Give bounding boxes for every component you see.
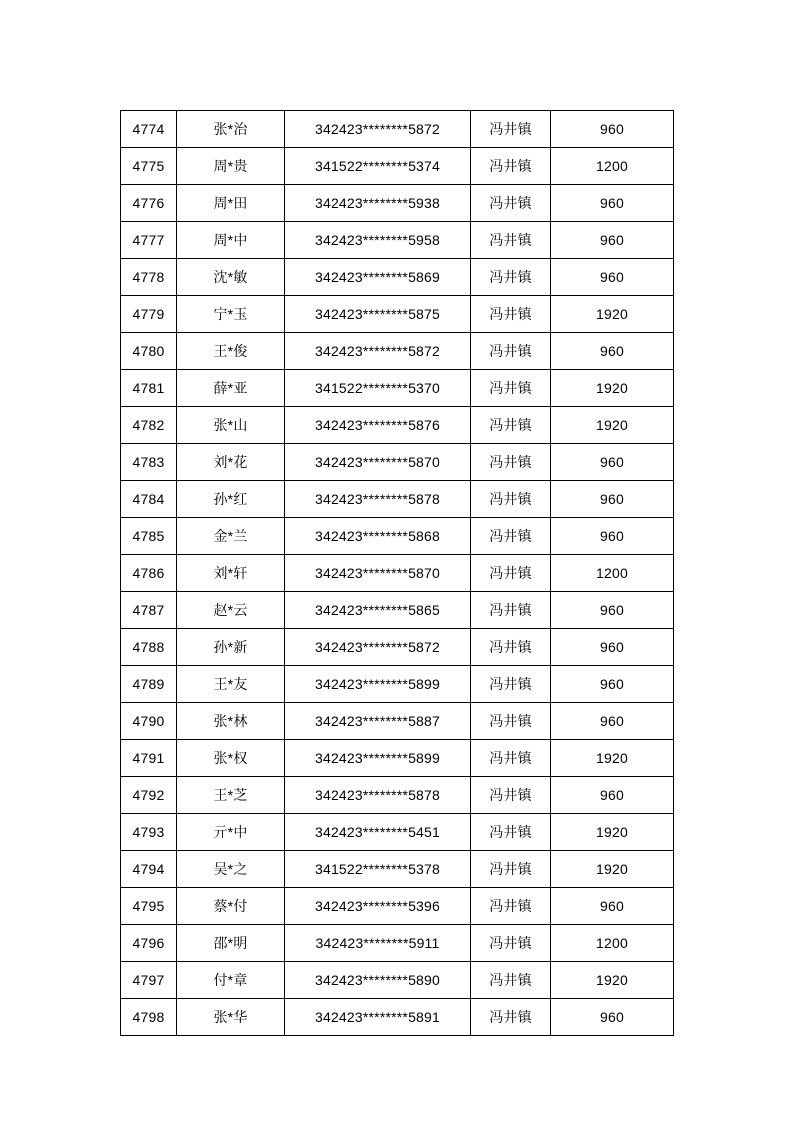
table-cell-serial: 4793 [121, 814, 177, 851]
table-cell-serial: 4780 [121, 333, 177, 370]
table-row [121, 888, 674, 925]
table-row [121, 185, 674, 222]
table-cell-serial: 4787 [121, 592, 177, 629]
table-cell-town: 冯井镇 [471, 777, 551, 814]
table-cell-amount: 1920 [551, 962, 674, 999]
table-cell-name: 孙*新 [177, 629, 285, 666]
table-cell-serial: 4794 [121, 851, 177, 888]
table-cell-amount: 1920 [551, 740, 674, 777]
table-cell-town: 冯井镇 [471, 888, 551, 925]
table-cell-amount: 960 [551, 888, 674, 925]
table-cell-id_number: 342423********5865 [285, 592, 471, 629]
table-cell-name: 邵*明 [177, 925, 285, 962]
table-cell-town: 冯井镇 [471, 296, 551, 333]
table-cell-serial: 4792 [121, 777, 177, 814]
table-cell-name: 金*兰 [177, 518, 285, 555]
table-cell-town: 冯井镇 [471, 851, 551, 888]
table-cell-amount: 960 [551, 518, 674, 555]
table-cell-serial: 4783 [121, 444, 177, 481]
table-cell-amount: 960 [551, 629, 674, 666]
table-cell-amount: 1920 [551, 370, 674, 407]
table-cell-amount: 960 [551, 185, 674, 222]
table-row [121, 148, 674, 185]
table-cell-id_number: 342423********5872 [285, 333, 471, 370]
table-cell-serial: 4782 [121, 407, 177, 444]
table-cell-town: 冯井镇 [471, 185, 551, 222]
table-cell-id_number: 342423********5869 [285, 259, 471, 296]
table-cell-name: 宁*玉 [177, 296, 285, 333]
table-row [121, 296, 674, 333]
table-cell-town: 冯井镇 [471, 740, 551, 777]
table-cell-town: 冯井镇 [471, 148, 551, 185]
table-cell-name: 张*华 [177, 999, 285, 1036]
table-cell-id_number: 342423********5878 [285, 481, 471, 518]
table-cell-serial: 4788 [121, 629, 177, 666]
table-cell-amount: 960 [551, 259, 674, 296]
table-cell-amount: 960 [551, 777, 674, 814]
table-row [121, 814, 674, 851]
table-cell-serial: 4778 [121, 259, 177, 296]
table-cell-town: 冯井镇 [471, 111, 551, 148]
table-row [121, 925, 674, 962]
table-row [121, 259, 674, 296]
table-row [121, 407, 674, 444]
table-cell-name: 王*芝 [177, 777, 285, 814]
table-cell-id_number: 341522********5374 [285, 148, 471, 185]
table-cell-name: 孙*红 [177, 481, 285, 518]
table-cell-name: 沈*敏 [177, 259, 285, 296]
table-row [121, 555, 674, 592]
table-cell-id_number: 342423********5870 [285, 444, 471, 481]
table-cell-id_number: 342423********5890 [285, 962, 471, 999]
table-cell-serial: 4781 [121, 370, 177, 407]
table-cell-town: 冯井镇 [471, 481, 551, 518]
table-cell-amount: 1920 [551, 407, 674, 444]
table-row [121, 444, 674, 481]
table-row [121, 370, 674, 407]
table-cell-serial: 4791 [121, 740, 177, 777]
table-cell-serial: 4785 [121, 518, 177, 555]
table-cell-amount: 960 [551, 333, 674, 370]
table-cell-amount: 960 [551, 111, 674, 148]
table-cell-amount: 960 [551, 999, 674, 1036]
table-row [121, 592, 674, 629]
table-cell-id_number: 342423********5958 [285, 222, 471, 259]
table-cell-id_number: 342423********5878 [285, 777, 471, 814]
table-cell-town: 冯井镇 [471, 555, 551, 592]
table-cell-amount: 960 [551, 666, 674, 703]
table-cell-town: 冯井镇 [471, 666, 551, 703]
table-cell-serial: 4797 [121, 962, 177, 999]
table-cell-town: 冯井镇 [471, 629, 551, 666]
table-cell-town: 冯井镇 [471, 370, 551, 407]
table-cell-amount: 1920 [551, 851, 674, 888]
table-cell-serial: 4784 [121, 481, 177, 518]
table-cell-name: 王*俊 [177, 333, 285, 370]
table-cell-serial: 4774 [121, 111, 177, 148]
table-cell-id_number: 341522********5378 [285, 851, 471, 888]
table-row [121, 999, 674, 1036]
table-cell-id_number: 342423********5875 [285, 296, 471, 333]
table-cell-serial: 4775 [121, 148, 177, 185]
table-cell-town: 冯井镇 [471, 925, 551, 962]
table-cell-town: 冯井镇 [471, 444, 551, 481]
table-cell-name: 张*林 [177, 703, 285, 740]
table-cell-name: 亓*中 [177, 814, 285, 851]
table-cell-name: 付*章 [177, 962, 285, 999]
table-cell-serial: 4777 [121, 222, 177, 259]
table-cell-town: 冯井镇 [471, 222, 551, 259]
table-cell-name: 吴*之 [177, 851, 285, 888]
table-cell-name: 王*友 [177, 666, 285, 703]
beneficiary-table [120, 110, 674, 1036]
table-cell-name: 薛*亚 [177, 370, 285, 407]
table-row [121, 481, 674, 518]
table-cell-town: 冯井镇 [471, 333, 551, 370]
table-cell-town: 冯井镇 [471, 814, 551, 851]
table-cell-serial: 4795 [121, 888, 177, 925]
table-cell-amount: 1200 [551, 925, 674, 962]
table-cell-town: 冯井镇 [471, 592, 551, 629]
table-cell-id_number: 342423********5451 [285, 814, 471, 851]
table-row [121, 518, 674, 555]
table-cell-id_number: 342423********5876 [285, 407, 471, 444]
table-cell-id_number: 342423********5868 [285, 518, 471, 555]
table-cell-id_number: 342423********5891 [285, 999, 471, 1036]
table-cell-amount: 960 [551, 592, 674, 629]
table-cell-id_number: 341522********5370 [285, 370, 471, 407]
table-row [121, 666, 674, 703]
table-cell-amount: 1200 [551, 555, 674, 592]
table-cell-amount: 960 [551, 444, 674, 481]
table-cell-name: 张*治 [177, 111, 285, 148]
table-cell-serial: 4776 [121, 185, 177, 222]
table-cell-name: 刘*轩 [177, 555, 285, 592]
table-cell-amount: 1920 [551, 296, 674, 333]
table-cell-id_number: 342423********5938 [285, 185, 471, 222]
table-body [121, 111, 674, 1036]
table-cell-amount: 960 [551, 222, 674, 259]
table-cell-amount: 1200 [551, 148, 674, 185]
table-row [121, 703, 674, 740]
table-cell-town: 冯井镇 [471, 962, 551, 999]
table-cell-town: 冯井镇 [471, 703, 551, 740]
table-row [121, 777, 674, 814]
table-cell-town: 冯井镇 [471, 407, 551, 444]
table-row [121, 111, 674, 148]
table-cell-town: 冯井镇 [471, 259, 551, 296]
table-row [121, 962, 674, 999]
table-cell-name: 周*田 [177, 185, 285, 222]
table-cell-amount: 960 [551, 481, 674, 518]
table-cell-serial: 4786 [121, 555, 177, 592]
table-row [121, 740, 674, 777]
table-cell-serial: 4796 [121, 925, 177, 962]
table-cell-id_number: 342423********5872 [285, 111, 471, 148]
table-cell-serial: 4789 [121, 666, 177, 703]
table-cell-id_number: 342423********5911 [285, 925, 471, 962]
table-row [121, 333, 674, 370]
table-cell-name: 张*山 [177, 407, 285, 444]
table-cell-serial: 4779 [121, 296, 177, 333]
table-cell-name: 蔡*付 [177, 888, 285, 925]
table-row [121, 629, 674, 666]
table-cell-amount: 960 [551, 703, 674, 740]
table-row [121, 851, 674, 888]
table-cell-name: 周*贵 [177, 148, 285, 185]
table-cell-amount: 1920 [551, 814, 674, 851]
table-cell-id_number: 342423********5872 [285, 629, 471, 666]
table-cell-name: 周*中 [177, 222, 285, 259]
table-cell-name: 赵*云 [177, 592, 285, 629]
table-cell-id_number: 342423********5899 [285, 740, 471, 777]
table-cell-town: 冯井镇 [471, 999, 551, 1036]
table-cell-id_number: 342423********5870 [285, 555, 471, 592]
table-cell-name: 刘*花 [177, 444, 285, 481]
table-cell-id_number: 342423********5887 [285, 703, 471, 740]
table-cell-town: 冯井镇 [471, 518, 551, 555]
table-cell-id_number: 342423********5396 [285, 888, 471, 925]
table-cell-id_number: 342423********5899 [285, 666, 471, 703]
table-cell-name: 张*权 [177, 740, 285, 777]
table-cell-serial: 4790 [121, 703, 177, 740]
table-row [121, 222, 674, 259]
table-cell-serial: 4798 [121, 999, 177, 1036]
